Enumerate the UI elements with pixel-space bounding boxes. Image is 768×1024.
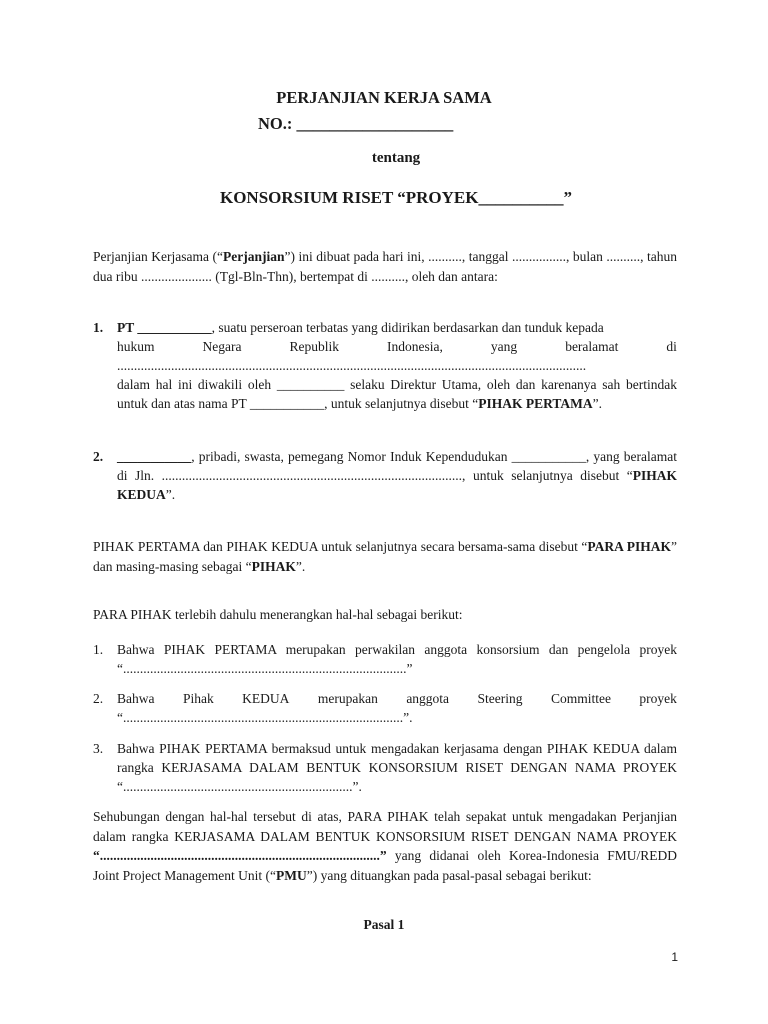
recital-3 <box>93 739 677 796</box>
party-2-end: ”. <box>165 487 176 502</box>
intro-text: Perjanjian Kerjasama (“ <box>93 249 223 264</box>
closing-paragraph <box>93 807 677 885</box>
document-title: PERJANJIAN KERJA SAMA <box>276 88 492 107</box>
document-number: NO.: ___________________ <box>258 114 454 133</box>
word: proyek <box>639 691 677 706</box>
recital-text: Bahwa PIHAK PERTAMA merupakan perwakilan anggota konsorsium dan pengelola proyek “....................................................................................” <box>117 642 677 676</box>
party-1-address-line <box>117 337 677 356</box>
intro-bold: Perjanjian <box>222 249 285 264</box>
recital-number: 2. <box>93 691 104 706</box>
party-2-blank: ___________ <box>117 449 192 464</box>
para-pihak-text2: ” dan masing-masing sebagai “ <box>93 539 678 574</box>
word: di <box>666 339 677 354</box>
closing-end: ”) yang dituangkan pada pasal-pasal sebagai berikut: <box>306 867 592 883</box>
terangkan-line: PARA PIHAK terlebih dahulu menerangkan hal-hal sebagai berikut: <box>93 607 463 622</box>
recital-2-dots: “...................................................................................”. <box>117 710 413 725</box>
pihak-pertama-label: PIHAK PERTAMA <box>478 396 593 411</box>
para-pihak-text: PIHAK PERTAMA dan PIHAK KEDUA untuk selanjutnya secara bersama-sama disebut “ <box>93 539 588 554</box>
word: beralamat <box>565 339 619 354</box>
closing-bold: “...................................................................................” <box>93 848 387 863</box>
recital-2 <box>93 689 677 727</box>
intro-text-cont: ”) ini dibuat pada hari ini, .........., tanggal ................, bulan .........., tahun dua ribu ..................... (Tgl-Bln-Thn), bertempat di .........., oleh dan antara: <box>93 249 678 284</box>
word: anggota <box>406 691 450 706</box>
word: Steering <box>477 691 523 706</box>
pasal-heading: Pasal 1 <box>363 917 405 932</box>
word: Indonesia, <box>387 339 443 354</box>
party-1-number: 1. <box>93 320 104 335</box>
party-1-pt: PT ___________ <box>117 320 212 335</box>
word: Pihak <box>182 691 214 706</box>
intro-paragraph <box>93 247 677 286</box>
pmu-bold: PMU <box>275 867 307 883</box>
page-number: 1 <box>671 950 678 964</box>
closing-text: Sehubungan dengan hal-hal tersebut di atas, PARA PIHAK telah sepakat untuk mengadakan Perjanjian dalam rangka KERJASAMA DALAM BENTUK KONSORSIUM RISET DENGAN NAMA PROYEK <box>93 809 677 844</box>
word: Committee <box>550 691 611 706</box>
document-subject: KONSORSIUM RISET “PROYEK__________” <box>219 188 572 207</box>
closing-text2: yang didanai oleh Korea-Indonesia FMU/REDD Joint Project Management Unit (“ <box>93 848 677 883</box>
party-2-text: , pribadi, swasta, pemegang Nomor Induk Kependudukan ___________, yang beralamat di Jln. ........................................................................................., untuk selanjutnya disebut “ <box>117 449 677 483</box>
word: hukum <box>117 339 155 354</box>
recital-2-line <box>117 689 677 708</box>
word: merupakan <box>317 691 378 706</box>
recital-number: 1. <box>93 642 104 657</box>
word: Republik <box>289 339 340 354</box>
recital-1 <box>93 640 677 678</box>
tentang-label: tentang <box>371 150 421 166</box>
word: yang <box>490 339 518 354</box>
party-1-line1: , suatu perseroan terbatas yang didirikan berdasarkan dan tunduk kepada <box>211 320 604 335</box>
word: Bahwa <box>117 691 155 706</box>
party-1-representative: dalam hal ini diwakili oleh __________ selaku Direktur Utama, oleh dan karenanya sah bertindak untuk dan atas nama PT ___________, untuk selanjutnya disebut “ <box>117 377 677 411</box>
recital-number: 3. <box>93 741 104 756</box>
word: KEDUA <box>242 691 290 706</box>
party-2-number: 2. <box>93 449 104 464</box>
pihak-bold: PIHAK <box>251 558 296 574</box>
party-2 <box>93 447 677 504</box>
party-1-end: ”. <box>592 396 602 411</box>
pihak-kedua-label: PIHAK KEDUA <box>117 468 677 502</box>
para-pihak-paragraph <box>93 537 677 576</box>
word: Negara <box>202 339 242 354</box>
party-1-dots: ........................................................................................................................................... <box>117 358 587 373</box>
para-pihak-bold: PARA PIHAK <box>587 539 672 554</box>
party-1 <box>93 318 677 413</box>
para-pihak-end: ”. <box>295 558 306 574</box>
recital-text: Bahwa PIHAK PERTAMA bermaksud untuk mengadakan kerjasama dengan PIHAK KEDUA dalam rangka KERJASAMA DALAM BENTUK KONSORSIUM RISET DENGAN NAMA PROYEK “....................................................................”. <box>117 741 677 794</box>
